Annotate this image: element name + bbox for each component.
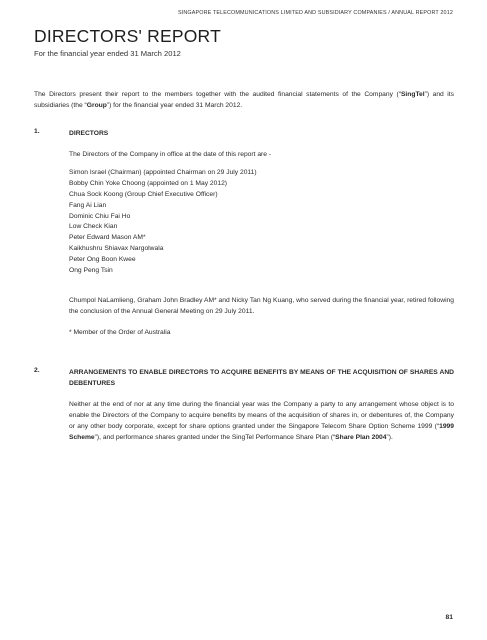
arrangements-text-3: ”). xyxy=(386,434,393,441)
list-item: Fang Ai Lian xyxy=(69,201,107,209)
list-item: Ong Peng Tsin xyxy=(69,267,113,275)
arrangements-text-1: Neither at the end of nor at any time during the financial year was the Company a party to any arrangement whose object is to enable the Directors of the Company to acquire benefits by means of the acquisition of shares in, or debentures of, the Company or any other body corporate, except for share options granted under the Singapore Telecom Share Option Scheme 1999 (“ xyxy=(69,401,454,430)
arrangements-text-2: ”), and performance shares granted under the SingTel Performance Share Plan (“ xyxy=(94,434,336,441)
term-1999-scheme: 1999 Scheme xyxy=(69,423,454,441)
intro-text-2: ”) and its subsidiaries (the “ xyxy=(34,91,454,109)
directors-list xyxy=(69,168,257,277)
intro-text-1: The Directors present their report to the members together with the audited financial statements of the Company (“ xyxy=(34,91,401,98)
list-item: Chua Sock Koong (Group Chief Executive Officer) xyxy=(69,190,218,198)
list-item: Low Check Kian xyxy=(69,223,118,231)
page-number: 81 xyxy=(445,614,453,621)
list-item: Peter Ong Boon Kwee xyxy=(69,256,136,264)
list-item: Kaikhushru Shiavax Nargolwala xyxy=(69,245,164,253)
list-item: Simon Israel (Chairman) (appointed Chairman on 29 July 2011) xyxy=(69,169,257,176)
page-subtitle: For the financial year ended 31 March 2012 xyxy=(34,49,181,58)
retired-directors-text: Chumpol NaLamlieng, Graham John Bradley AM* and Nicky Tan Ng Kuang, who served during the financial year, retired following the conclusion of the Annual General Meeting on 29 July 2011. xyxy=(69,297,454,315)
arrangements-paragraph xyxy=(69,399,454,443)
intro-term-group: Group xyxy=(86,102,107,109)
running-header: SINGAPORE TELECOMMUNICATIONS LIMITED AND SUBSIDIARY COMPANIES / ANNUAL REPORT 2012 xyxy=(177,10,453,16)
directors-lead-text: The Directors of the Company in office at the date of this report are - xyxy=(69,151,272,158)
section-1-heading: DIRECTORS xyxy=(69,130,109,137)
section-1-number: 1. xyxy=(34,128,40,135)
list-item: Peter Edward Mason AM* xyxy=(69,234,146,242)
intro-text-3: ”) for the financial year ended 31 March 2012. xyxy=(106,102,243,109)
list-item: Bobby Chin Yoke Choong (appointed on 1 May 2012) xyxy=(69,179,228,187)
term-share-plan-2004: Share Plan 2004 xyxy=(335,434,387,441)
page-title: DIRECTORS' REPORT xyxy=(34,26,221,46)
intro-term-singtel: SingTel xyxy=(400,91,425,98)
list-item: Dominic Chiu Fai Ho xyxy=(69,212,131,220)
section-2-heading: ARRANGEMENTS TO ENABLE DIRECTORS TO ACQUIRE BENEFITS BY MEANS OF THE ACQUISITION OF SHARES AND DEBENTURES xyxy=(69,369,454,387)
section-2-number: 2. xyxy=(34,367,40,374)
footnote: * Member of the Order of Australia xyxy=(69,329,171,336)
intro-paragraph xyxy=(34,89,454,111)
